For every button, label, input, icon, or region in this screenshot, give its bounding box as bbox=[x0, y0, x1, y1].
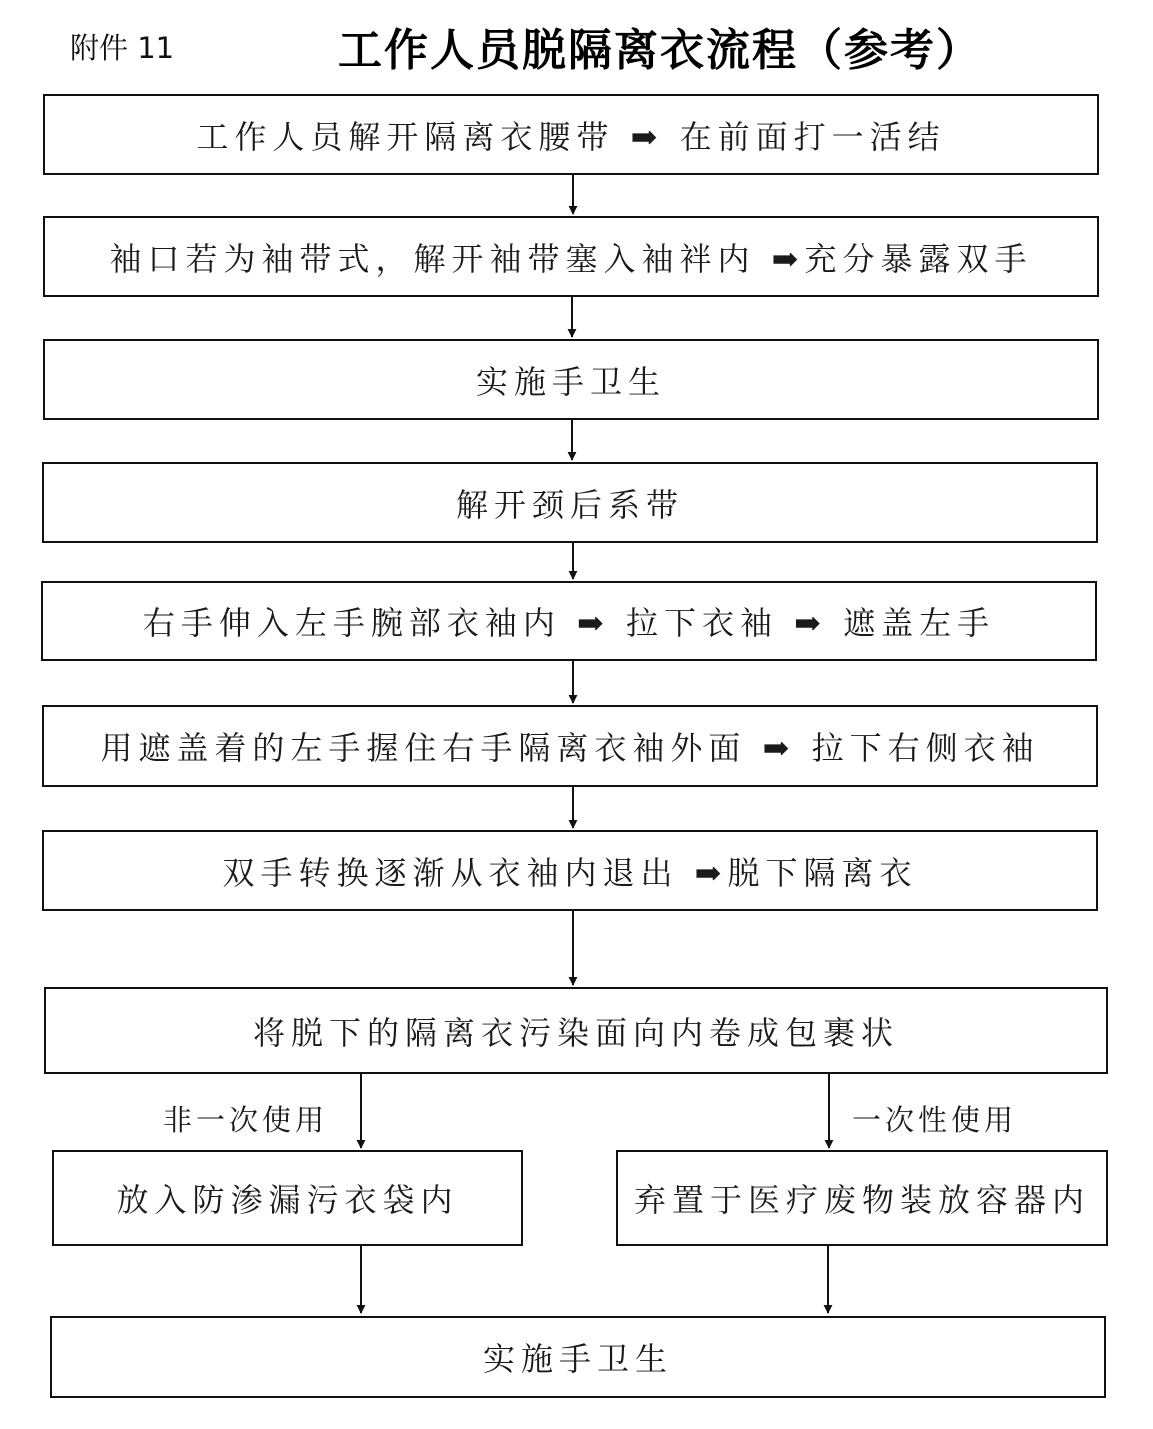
attachment-label: 附件 11 bbox=[70, 31, 175, 65]
branch-right-text: 弃置于医疗废物装放容器内 bbox=[633, 1181, 1090, 1219]
step-3-box bbox=[43, 339, 1099, 420]
step-5-box bbox=[41, 581, 1097, 661]
branch-label-disposable: 一次性使用 bbox=[852, 1103, 1018, 1137]
step-4-box bbox=[42, 462, 1098, 543]
step-7-text: 双手转换逐渐从衣袖内退出 ➡脱下隔离衣 bbox=[222, 853, 918, 892]
branch-label-non-disposable: 非一次使用 bbox=[163, 1103, 329, 1137]
step-6-box bbox=[42, 705, 1098, 787]
branch-left-box bbox=[52, 1150, 523, 1246]
step-5-text: 右手伸入左手腕部衣袖内 ➡ 拉下衣袖 ➡ 遮盖左手 bbox=[142, 604, 996, 642]
step-8-text: 将脱下的隔离衣污染面向内卷成包裹状 bbox=[252, 1013, 899, 1052]
final-step-box bbox=[50, 1316, 1106, 1398]
step-2-box bbox=[43, 216, 1099, 297]
step-1-box bbox=[43, 94, 1099, 175]
final-step-text: 实施手卫生 bbox=[482, 1340, 673, 1378]
step-8-box bbox=[44, 987, 1108, 1074]
step-4-text: 解开颈后系带 bbox=[455, 485, 684, 524]
step-6-text: 用遮盖着的左手握住右手隔离衣袖外面 ➡ 拉下右侧衣袖 bbox=[100, 729, 1040, 767]
branch-left-text: 放入防渗漏污衣袋内 bbox=[116, 1181, 459, 1219]
page-title: 工作人员脱隔离衣流程（参考） bbox=[338, 25, 982, 76]
branch-right-box bbox=[616, 1150, 1108, 1246]
step-3-text: 实施手卫生 bbox=[475, 362, 666, 401]
step-7-box bbox=[42, 830, 1098, 911]
step-1-text: 工作人员解开隔离衣腰带 ➡ 在前面打一活结 bbox=[196, 117, 946, 156]
step-2-text: 袖口若为袖带式，解开袖带塞入袖袢内 ➡充分暴露双手 bbox=[109, 239, 1033, 278]
